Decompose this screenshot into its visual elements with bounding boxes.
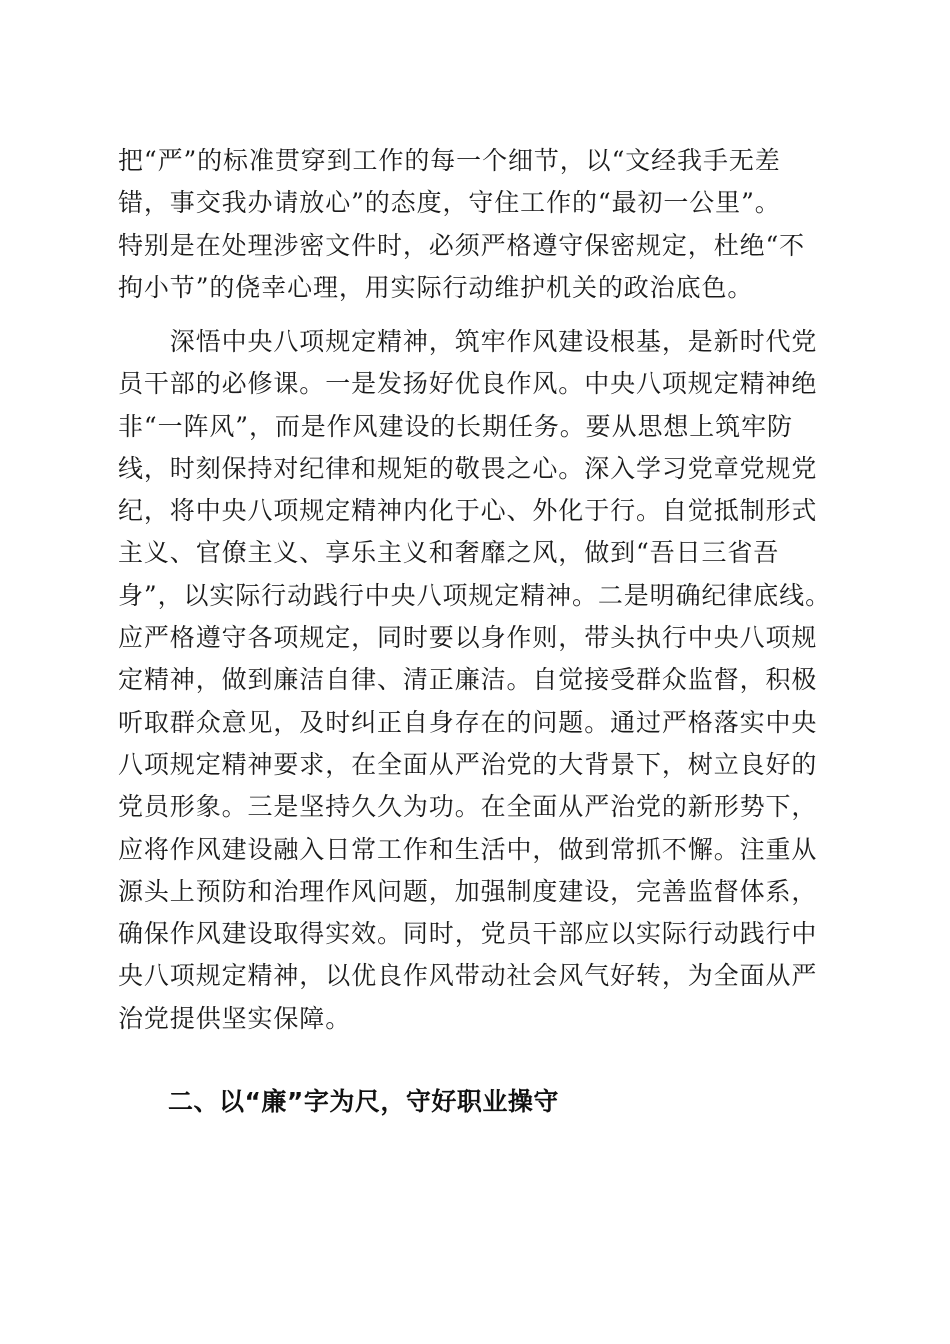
- text-line: 深悟中央八项规定精神，筑牢作风建设根基，是新时代党: [118, 327, 818, 356]
- text-line: 确保作风建设取得实效。同时，党员干部应以实际行动践行中: [118, 919, 818, 949]
- text-line: 八项规定精神要求，在全面从严治党的大背景下，树立良好的: [118, 749, 818, 779]
- text-line: 非“一阵风”，而是作风建设的长期任务。要从思想上筑牢防: [118, 411, 793, 441]
- text-line: 拘小节”的侥幸心理，用实际行动维护机关的政治底色。: [118, 272, 754, 302]
- text-line: 线，时刻保持对纪律和规矩的敬畏之心。深入学习党章党规党: [118, 453, 818, 483]
- continuation-paragraph: [118, 140, 830, 309]
- text-line: 党员形象。三是坚持久久为功。在全面从严治党的新形势下，: [118, 792, 818, 822]
- text-line: 身”，以实际行动践行中央八项规定精神。二是明确纪律底线。: [118, 580, 831, 610]
- text-line: 错，事交我办请放心”的态度，守住工作的“最初一公里”。: [118, 188, 781, 218]
- text-line: 把“严”的标准贯穿到工作的每一个细节，以“文经我手无差: [118, 146, 781, 175]
- section-heading: 二、以“廉”字为尺，守好职业操守: [168, 1087, 559, 1116]
- text-line: 治党提供坚实保障。: [118, 1003, 352, 1033]
- text-line: 特别是在处理涉密文件时，必须严格遵守保密规定，杜绝“不: [118, 230, 806, 260]
- body-paragraph: [118, 321, 830, 1040]
- text-line: 纪，将中央八项规定精神内化于心、外化于行。自觉抵制形式: [118, 496, 818, 526]
- text-line: 员干部的必修课。一是发扬好优良作风。中央八项规定精神绝: [118, 369, 818, 399]
- text-line: 源头上预防和治理作风问题，加强制度建设，完善监督体系，: [118, 876, 818, 906]
- text-line: 定精神，做到廉洁自律、清正廉洁。自觉接受群众监督，积极: [118, 665, 818, 695]
- text-line: 应将作风建设融入日常工作和生活中，做到常抓不懈。注重从: [118, 834, 818, 864]
- text-line: 应严格遵守各项规定，同时要以身作则，带头执行中央八项规: [118, 623, 818, 653]
- text-line: 央八项规定精神，以优良作风带动社会风气好转，为全面从严: [118, 961, 818, 991]
- text-line: 主义、官僚主义、享乐主义和奢靡之风，做到“吾日三省吾: [118, 538, 780, 568]
- text-line: 听取群众意见，及时纠正自身存在的问题。通过严格落实中央: [118, 707, 818, 737]
